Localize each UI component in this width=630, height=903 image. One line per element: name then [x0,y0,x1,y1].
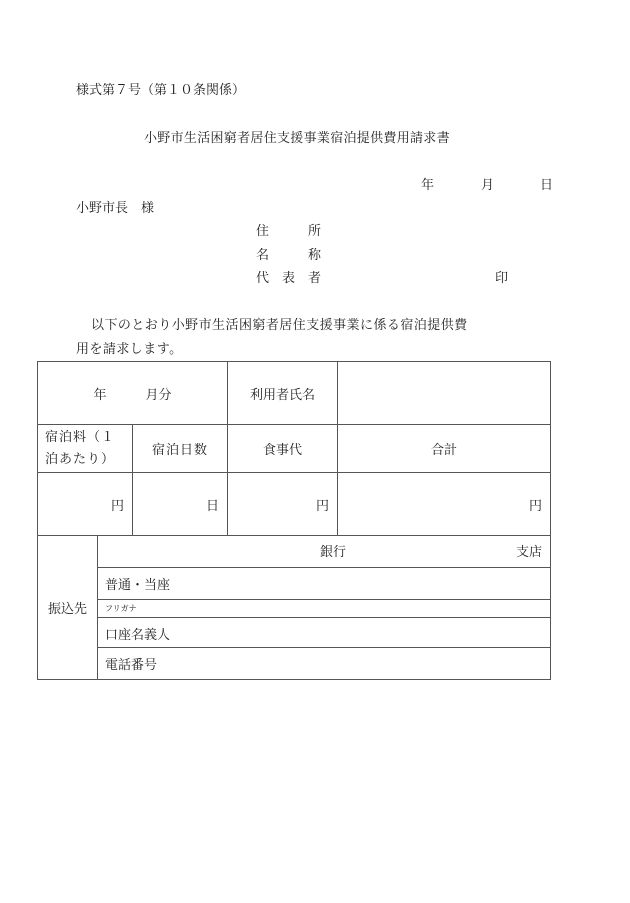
total-amount-cell[interactable]: 円 [338,473,551,536]
seal-mark: 印 [495,271,509,286]
rate-label-cell: 宿泊料（１ 泊あたり） [38,425,133,473]
name-label: 名 称 [256,248,322,263]
account-type-row[interactable] [98,568,551,600]
form-number: 様式第７号（第１０条関係） [76,83,246,98]
date-day-label: 日 [540,178,554,193]
furigana-label: フリガナ [105,604,137,613]
meal-amount-cell[interactable]: 円 [228,473,338,536]
bank-label: 銀行 [320,544,347,560]
representative-label: 代 表 者 [256,271,322,286]
account-type-label: 普通・当座 [105,578,171,593]
body-text-line-1: 以下のとおり小野市生活困窮者居住支援事業に係る宿泊提供費 [91,318,468,333]
furigana-row[interactable] [98,600,551,618]
user-name-input-cell[interactable] [338,362,551,425]
address-label: 住 所 [256,224,322,239]
bank-row[interactable] [98,536,551,568]
user-name-label-cell: 利用者氏名 [228,362,338,425]
nights-label-cell: 宿泊日数 [133,425,228,473]
rate-amount-cell[interactable]: 円 [38,473,133,536]
year-month-cell: 年 月分 [38,362,228,425]
addressee: 小野市長 様 [76,201,155,216]
invoice-table [37,361,551,680]
phone-label: 電話番号 [105,658,158,673]
date-year-label: 年 [421,178,435,193]
meal-label-cell: 食事代 [228,425,338,473]
account-holder-row[interactable] [98,618,551,648]
transfer-destination-label: 振込先 [38,536,98,680]
body-text-line-2: 用を請求します。 [76,342,183,357]
account-holder-label: 口座名義人 [105,628,171,643]
total-label-cell: 合計 [338,425,551,473]
phone-row[interactable] [98,648,551,680]
branch-label: 支店 [516,544,543,560]
date-month-label: 月 [481,178,495,193]
document-title: 小野市生活困窮者居住支援事業宿泊提供費用請求書 [144,131,450,146]
nights-amount-cell[interactable]: 日 [133,473,228,536]
